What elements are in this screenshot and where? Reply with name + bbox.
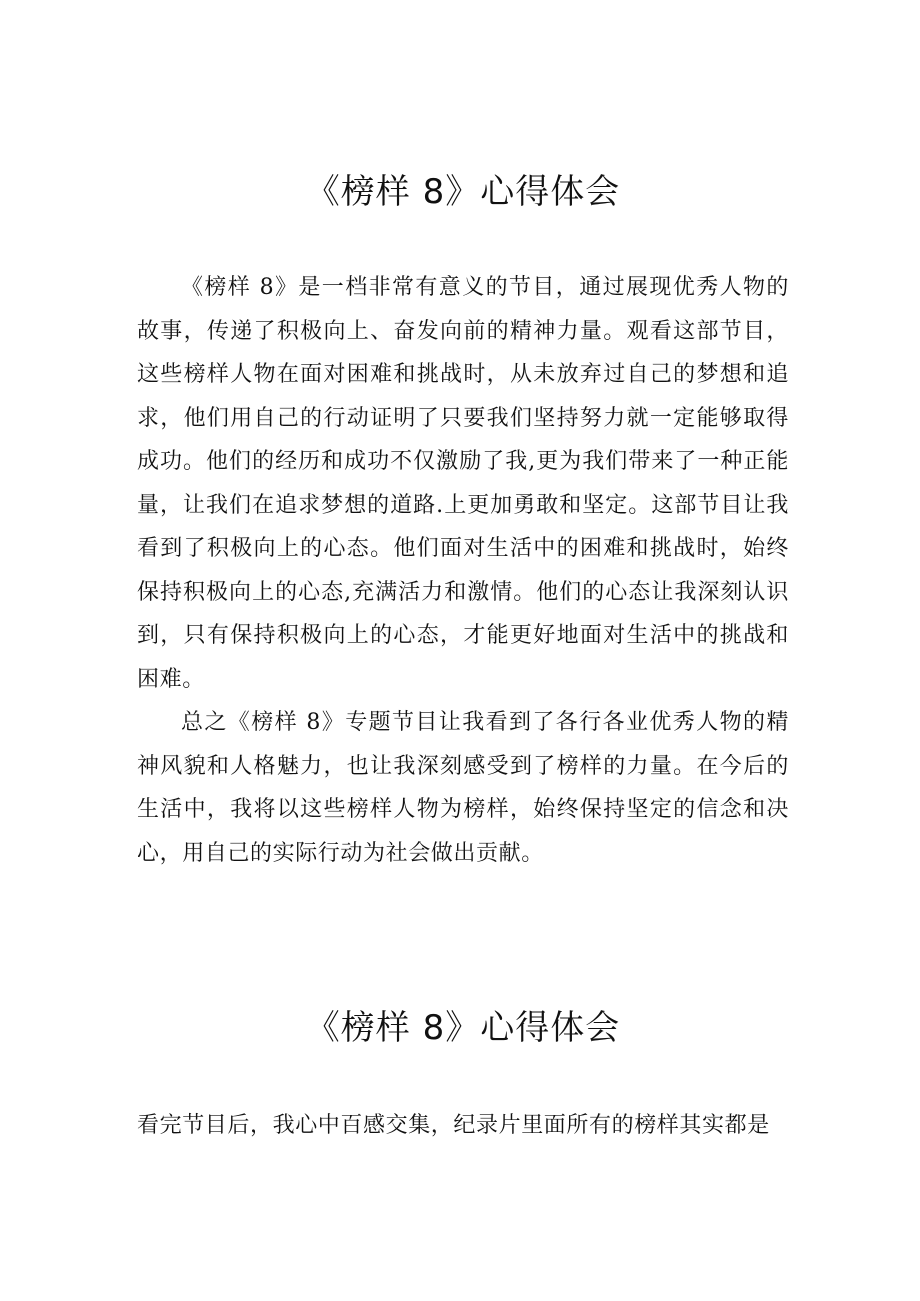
article-body <box>137 266 789 875</box>
paragraph: 《榜样 8》是一档非常有意义的节目，通过展现优秀人物的故事，传递了积极向上、奋发向前的精神力量。观看这部节目，这些榜样人物在面对困难和挑战时，从未放弃过自己的梦想和追求，他们用自己的行动证明了只要我们坚持努力就一定能够取得成功。他们的经历和成功不仅激励了我,更为我们带来了一种正能量，让我们在追求梦想的道路.上更加勇敢和坚定。这部节目让我看到了积极向上的心态。他们面对生活中的困难和挑战时，始终保持积极向上的心态,充满活力和激情。他们的心态让我深刻认识到，只有保持积极向上的心态，才能更好地面对生活中的挑战和困难。 <box>137 275 789 692</box>
section-title: 《榜样 8》心得体会 <box>305 172 621 212</box>
section-title: 《榜样 8》心得体会 <box>305 1008 621 1048</box>
paragraph: 看完节目后，我心中百感交集，纪录片里面所有的榜样其实都是 <box>137 1113 770 1138</box>
paragraph: 总之《榜样 8》专题节目让我看到了各行各业优秀人物的精神风貌和人格魅力，也让我深刻感受到了榜样的力量。在今后的生活中，我将以这些榜样人物为榜样，始终保持坚定的信念和决心，用自己的实际行动为社会做出贡献。 <box>137 710 789 866</box>
article-body <box>137 1104 789 1148</box>
